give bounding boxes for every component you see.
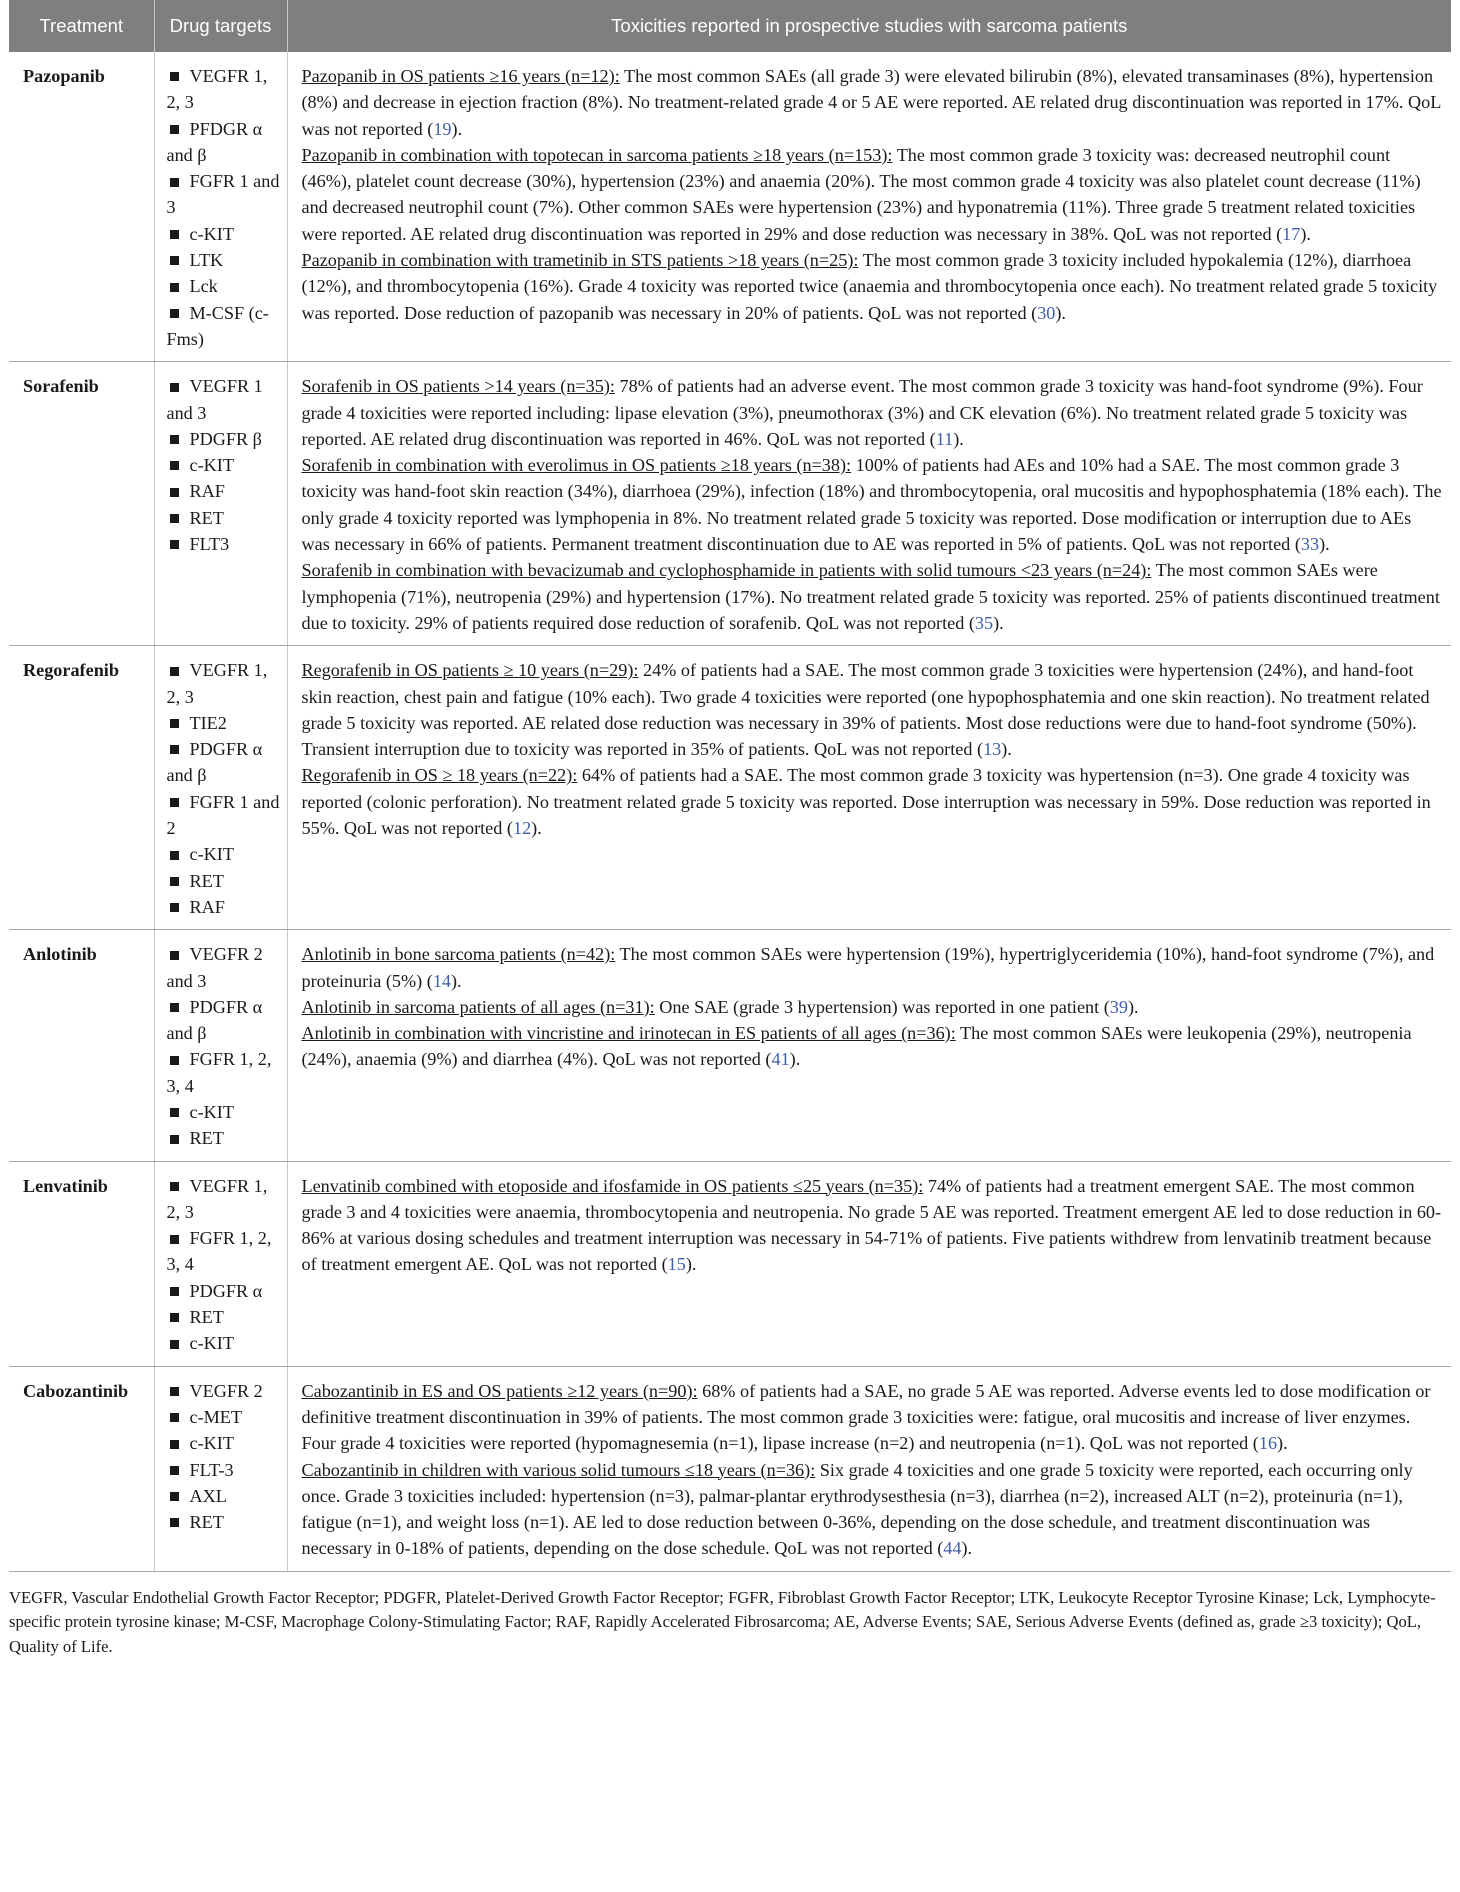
- bullet-square-icon: [170, 1135, 179, 1144]
- study-description-end: ).: [961, 1538, 973, 1559]
- treatment-cell: Cabozantinib: [9, 1366, 154, 1571]
- drug-target-label: Lck: [189, 276, 218, 297]
- drug-target-label: RET: [189, 1512, 224, 1533]
- bullet-square-icon: [170, 1056, 179, 1065]
- bullet-square-icon: [170, 667, 179, 676]
- bullet-square-icon: [170, 1182, 179, 1191]
- drug-target-item: [167, 1046, 285, 1099]
- drug-target-item: [167, 247, 285, 273]
- drug-target-label: VEGFR 2: [189, 1380, 263, 1401]
- drug-target-item: [167, 1125, 285, 1151]
- bullet-square-icon: [170, 256, 179, 265]
- reference-link[interactable]: 14: [432, 970, 451, 991]
- bullet-square-icon: [170, 903, 179, 912]
- drug-target-item: [167, 736, 285, 789]
- reference-link[interactable]: 15: [667, 1254, 686, 1275]
- study-description: 68% of patients had a SAE, no grade 5 AE was reported. Adverse events led to dose modification or definitive treatment discontinuation in 39% of patients. The most common grade 3 toxicities were: fatigue, oral mucositis and increase of liver enzymes. Four grade 4 toxicities were reported (hypomagnesemia (n=1), lipase increase (n=2) and neutropenia (n=1). QoL was not reported (: [301, 1380, 1431, 1454]
- bullet-square-icon: [170, 1340, 179, 1349]
- drug-target-item: [167, 710, 285, 736]
- drug-target-item: [167, 1457, 285, 1483]
- drug-targets-cell: [154, 930, 287, 1161]
- study-title: Anlotinib in bone sarcoma patients (n=42):: [301, 944, 616, 965]
- study-description: 78% of patients had an adverse event. The most common grade 3 toxicity was hand-foot syndrome (9%). Four grade 4 toxicities were reported including: lipase elevation (3%), pneumothorax (3%) and CK elevation (6%). No treatment related grade 5 toxicity was reported. AE related drug discontinuation was reported in 46%. QoL was not reported (: [301, 376, 1423, 449]
- bullet-square-icon: [170, 283, 179, 292]
- drug-target-item: [167, 168, 285, 221]
- drug-target-item: [167, 505, 285, 531]
- bullet-square-icon: [170, 877, 179, 886]
- toxicities-cell: [287, 52, 1451, 362]
- drug-target-item: [167, 941, 285, 994]
- bullet-square-icon: [170, 1287, 179, 1296]
- drug-target-label: TIE2: [189, 712, 227, 733]
- study-entry: [302, 247, 1444, 326]
- bullet-square-icon: [170, 1387, 179, 1396]
- study-entry: [302, 557, 1444, 636]
- drug-target-item: [167, 1509, 285, 1535]
- drug-target-item: [167, 478, 285, 504]
- treatment-cell: Regorafenib: [9, 646, 154, 930]
- study-title: Regorafenib in OS ≥ 18 years (n=22):: [301, 765, 578, 786]
- drug-target-item: [167, 1378, 285, 1404]
- study-description: 64% of patients had a SAE. The most common grade 3 toxicity was hypertension (n=3). One grade 4 toxicity was reported (colonic perforation). No treatment related grade 5 toxicity was reported. Dose interruption was necessary in 59%. Dose reduction was reported in 55%. QoL was not reported (: [301, 765, 1431, 839]
- drug-target-item: [167, 657, 285, 710]
- drug-target-label: M-CSF (c-Fms): [166, 302, 269, 349]
- study-title: Pazopanib in combination with trametinib in STS patients >18 years (n=25):: [301, 250, 859, 271]
- reference-link[interactable]: 39: [1109, 996, 1128, 1017]
- toxicity-table: [9, 0, 1451, 1572]
- bullet-square-icon: [170, 1108, 179, 1117]
- drug-target-item: [167, 531, 285, 557]
- header-toxicities: Toxicities reported in prospective studies with sarcoma patients: [287, 0, 1451, 52]
- drug-target-item: [167, 116, 285, 169]
- drug-target-label: c-MET: [189, 1406, 243, 1427]
- drug-target-label: c-KIT: [189, 1101, 234, 1122]
- drug-target-item: [167, 63, 285, 116]
- toxicities-cell: [287, 1161, 1451, 1366]
- study-description: 74% of patients had a treatment emergent SAE. The most common grade 3 and 4 toxicities were anaemia, thrombocytopenia and neutropenia. No grade 5 AE was reported. Treatment emergent AE led to dose reduction in 60-86% at various dosing schedules and treatment interruption was necessary in 54-71% of patients. Five patients withdrew from lenvatinib treatment because of treatment emergent AE. QoL was not reported (: [301, 1175, 1442, 1275]
- drug-targets-cell: [154, 52, 287, 362]
- header-treatment: Treatment: [9, 0, 154, 52]
- bullet-square-icon: [170, 1466, 179, 1475]
- study-description: The most common grade 3 toxicity included hypokalemia (12%), diarrhoea (12%), and thrombocytopenia (16%). Grade 4 toxicity was reported twice (anaemia and thrombocytopenia once each). No treatment related grade 5 toxicity was reported. Dose reduction of pazopanib was necessary in 20% of patients. QoL was not reported (: [301, 250, 1438, 323]
- table-row: [9, 1161, 1451, 1366]
- drug-target-label: PDGFR α and β: [166, 996, 263, 1044]
- study-description-end: ).: [1319, 534, 1330, 555]
- drug-targets-cell: [154, 1161, 287, 1366]
- study-title: Sorafenib in OS patients >14 years (n=35):: [301, 376, 615, 397]
- table-footnote: VEGFR, Vascular Endothelial Growth Factor Receptor; PDGFR, Platelet-Derived Growth Factor Receptor; FGFR, Fibroblast Growth Factor Receptor; LTK, Leukocyte Receptor Tyrosine Kinase; Lck, Lymphocyte-specific protein tyrosine kinase; M-CSF, Macrophage Colony-Stimulating Factor; RAF, Rapidly Accelerated Fibrosarcoma; AE, Adverse Events; SAE, Serious Adverse Events (defined as, grade ≥3 toxicity); QoL, Quality of Life.: [9, 1587, 1436, 1656]
- study-entry: [302, 941, 1444, 994]
- bullet-square-icon: [170, 951, 179, 960]
- study-entry: [302, 1020, 1444, 1073]
- drug-target-item: [167, 452, 285, 478]
- table-row: [9, 52, 1451, 362]
- table-body: [9, 52, 1451, 1571]
- drug-target-item: [167, 1483, 285, 1509]
- study-description-end: ).: [789, 1049, 801, 1070]
- study-title: Regorafenib in OS patients ≥ 10 years (n=29):: [301, 660, 639, 681]
- drug-target-label: LTK: [189, 250, 224, 271]
- study-entry: [302, 994, 1444, 1020]
- drug-target-label: FGFR 1 and 2: [166, 791, 280, 839]
- reference-link[interactable]: 12: [512, 818, 532, 839]
- reference-link[interactable]: 33: [1300, 534, 1320, 555]
- drug-target-label: RET: [189, 1307, 224, 1328]
- drug-target-label: FGFR 1 and 3: [166, 171, 280, 218]
- drug-target-item: [167, 868, 285, 894]
- study-description-end: ).: [953, 428, 964, 449]
- bullet-square-icon: [170, 1413, 179, 1422]
- drug-target-item: [167, 373, 285, 426]
- drug-target-label: VEGFR 1, 2, 3: [166, 660, 268, 707]
- drug-target-item: [167, 1225, 285, 1278]
- study-title: Anlotinib in combination with vincristine and irinotecan in ES patients of all ages (n=36):: [301, 1023, 956, 1044]
- drug-target-label: RET: [189, 870, 224, 891]
- bullet-square-icon: [170, 178, 179, 187]
- bullet-square-icon: [170, 125, 179, 134]
- bullet-square-icon: [170, 72, 179, 81]
- bullet-square-icon: [170, 745, 179, 754]
- drug-target-label: PDGFR α: [189, 1280, 263, 1301]
- reference-link[interactable]: 41: [771, 1049, 790, 1070]
- drug-target-item: [167, 1099, 285, 1125]
- drug-target-label: FGFR 1, 2, 3, 4: [166, 1049, 272, 1096]
- drug-target-item: [167, 1330, 285, 1356]
- drug-target-label: RAF: [189, 896, 225, 917]
- drug-target-label: c-KIT: [189, 1333, 234, 1354]
- study-description-end: ).: [685, 1254, 697, 1275]
- drug-target-label: RET: [189, 507, 224, 528]
- bullet-square-icon: [170, 461, 179, 470]
- bullet-square-icon: [170, 383, 179, 392]
- study-description: 100% of patients had AEs and 10% had a SAE. The most common grade 3 toxicity was hand-foot skin reaction (34%), diarrhoea (29%), infection (18%) and thrombocytopenia, oral mucositis and hypophosphatemia (18% each). The only grade 4 toxicity reported was lymphopenia in 8%. No treatment related grade 5 toxicity was reported. Dose modification or interruption due to AEs was necessary in 66% of patients. Permanent treatment discontinuation due to AE was reported in 5% of patients. QoL was not reported (: [301, 455, 1442, 555]
- reference-link[interactable]: 13: [983, 739, 1002, 760]
- bullet-square-icon: [170, 719, 179, 728]
- reference-link[interactable]: 17: [1282, 223, 1301, 244]
- drug-target-item: [167, 894, 285, 920]
- study-description-end: ).: [1127, 996, 1139, 1017]
- drug-target-item: [167, 1404, 285, 1430]
- drug-target-label: FGFR 1, 2, 3, 4: [166, 1228, 272, 1275]
- table-row: [9, 1366, 1451, 1571]
- table-row: [9, 930, 1451, 1161]
- study-entry: [302, 657, 1444, 762]
- treatment-cell: Sorafenib: [9, 362, 154, 646]
- drug-targets-cell: [154, 1366, 287, 1571]
- bullet-square-icon: [170, 1518, 179, 1527]
- toxicities-cell: [287, 1366, 1451, 1571]
- bullet-square-icon: [170, 540, 179, 549]
- study-description-end: ).: [531, 818, 542, 839]
- study-entry: [302, 1457, 1444, 1562]
- study-description: The most common SAEs were leukopenia (29%), neutropenia (24%), anaemia (9%) and diarrhea (4%). QoL was not reported (: [301, 1023, 1412, 1070]
- drug-target-label: c-KIT: [189, 844, 234, 865]
- bullet-square-icon: [170, 851, 179, 860]
- study-title: Sorafenib in combination with everolimus in OS patients ≥18 years (n=38):: [301, 455, 852, 476]
- drug-target-label: PDGFR α and β: [166, 739, 263, 786]
- study-description-end: ).: [1277, 1433, 1288, 1454]
- study-entry: [302, 373, 1444, 452]
- drug-target-label: VEGFR 2 and 3: [166, 944, 263, 991]
- drug-target-item: [167, 426, 285, 452]
- bullet-square-icon: [170, 488, 179, 497]
- bullet-square-icon: [170, 1003, 179, 1012]
- reference-link[interactable]: 11: [935, 428, 954, 449]
- study-description: The most common SAEs (all grade 3) were elevated bilirubin (8%), elevated transaminases (8%), hypertension (8%) and decrease in ejection fraction (8%). No treatment-related grade 4 or 5 AE were reported. AE related drug discontinuation was reported in 17%. QoL was not reported (: [301, 66, 1441, 139]
- study-description: 24% of patients had a SAE. The most common grade 3 toxicities were hypertension (24%), and hand-foot skin reaction, chest pain and fatigue (10% each). Two grade 4 toxicities were reported (one hypophosphatemia and one skin reaction). No treatment related grade 5 toxicity was reported. AE related dose reduction was necessary in 39% of patients. Most dose reductions were due to hand-foot syndrome (50%). Transient interruption due to toxicity was reported in 35% of patients. QoL was not reported (: [301, 660, 1430, 760]
- drug-target-item: [167, 1278, 285, 1304]
- drug-target-item: [167, 994, 285, 1047]
- drug-target-label: FLT3: [189, 534, 230, 555]
- drug-target-label: RET: [189, 1128, 224, 1149]
- drug-target-item: [167, 1430, 285, 1456]
- study-title: Cabozantinib in children with various solid tumours ≤18 years (n=36):: [301, 1459, 816, 1480]
- study-title: Lenvatinib combined with etoposide and ifosfamide in OS patients ≤25 years (n=35):: [301, 1175, 924, 1196]
- drug-target-item: [167, 841, 285, 867]
- drug-target-label: VEGFR 1, 2, 3: [166, 1175, 268, 1222]
- study-description: The most common grade 3 toxicity was: decreased neutrophil count (46%), platelet count decrease (30%), hypertension (23%) and anaemia (20%). The most common grade 4 toxicity was also platelet count decrease (11%) and decreased neutrophil count (7%). Other common SAEs were hypertension (23%) and hyponatremia (11%). Three grade 5 treatment related toxicities were reported. AE related drug discontinuation was reported in 29% and dose reduction was necessary in 38%. QoL was not reported (: [301, 144, 1421, 244]
- bullet-square-icon: [170, 1313, 179, 1322]
- study-description-end: ).: [1300, 223, 1311, 244]
- reference-link[interactable]: 19: [433, 118, 452, 139]
- drug-target-item: [167, 1304, 285, 1330]
- toxicities-cell: [287, 930, 1451, 1161]
- table-row: [9, 362, 1451, 646]
- drug-target-item: [167, 1173, 285, 1226]
- bullet-square-icon: [170, 309, 179, 318]
- bullet-square-icon: [170, 514, 179, 523]
- drug-target-item: [167, 221, 285, 247]
- reference-link[interactable]: 44: [943, 1538, 962, 1559]
- treatment-cell: Pazopanib: [9, 52, 154, 362]
- drug-target-label: RAF: [189, 481, 225, 502]
- study-description: One SAE (grade 3 hypertension) was reported in one patient (: [654, 996, 1110, 1017]
- study-description-end: ).: [451, 970, 462, 991]
- study-title: Sorafenib in combination with bevacizumab and cyclophosphamide in patients with solid tumours <23 years (n=24):: [301, 560, 1152, 581]
- drug-target-label: VEGFR 1 and 3: [166, 376, 263, 423]
- study-entry: [302, 1173, 1444, 1278]
- bullet-square-icon: [170, 230, 179, 239]
- study-description-end: ).: [1001, 739, 1012, 760]
- study-title: Pazopanib in combination with topotecan in sarcoma patients ≥18 years (n=153):: [301, 144, 893, 165]
- drug-target-label: PFDGR α and β: [166, 118, 263, 165]
- drug-target-label: AXL: [189, 1485, 227, 1506]
- drug-targets-cell: [154, 646, 287, 930]
- study-entry: [302, 142, 1444, 247]
- drug-target-item: [167, 273, 285, 299]
- drug-target-label: c-KIT: [189, 455, 234, 476]
- study-description-end: ).: [993, 612, 1004, 633]
- toxicities-cell: [287, 646, 1451, 930]
- study-description-end: ).: [1055, 302, 1066, 323]
- drug-target-item: [167, 789, 285, 842]
- drug-target-label: c-KIT: [189, 1433, 234, 1454]
- toxicities-cell: [287, 362, 1451, 646]
- bullet-square-icon: [170, 435, 179, 444]
- bullet-square-icon: [170, 798, 179, 807]
- study-title: Cabozantinib in ES and OS patients ≥12 years (n=90):: [301, 1380, 698, 1401]
- study-entry: [302, 1378, 1444, 1457]
- reference-link[interactable]: 16: [1258, 1433, 1278, 1454]
- bullet-square-icon: [170, 1440, 179, 1449]
- drug-target-label: PDGFR β: [189, 428, 262, 449]
- header-drug-targets: Drug targets: [154, 0, 287, 52]
- study-entry: [302, 762, 1444, 841]
- table-header-row: [9, 0, 1451, 52]
- reference-link[interactable]: 35: [974, 612, 994, 633]
- drug-target-label: c-KIT: [189, 223, 234, 244]
- study-description-end: ).: [451, 118, 463, 139]
- bullet-square-icon: [170, 1235, 179, 1244]
- study-description: Six grade 4 toxicities and one grade 5 toxicity were reported, each occurring only once. Grade 3 toxicities included: hypertension (n=3), palmar-plantar erythrodysesthesia (n=3), diarrhea (n=2), increased ALT (n=2), proteinuria (n=1), fatigue (n=1), and weight loss (n=1). AE led to dose reduction between 0-36%, depending on the dose schedule, and treatment discontinuation was necessary in 0-18% of patients, depending on the dose schedule. QoL was not reported (: [301, 1459, 1413, 1559]
- study-entry: [302, 452, 1444, 557]
- treatment-cell: Anlotinib: [9, 930, 154, 1161]
- study-entry: [302, 63, 1444, 142]
- study-title: Anlotinib in sarcoma patients of all ages (n=31):: [301, 996, 655, 1017]
- drug-target-item: [167, 300, 285, 353]
- treatment-cell: Lenvatinib: [9, 1161, 154, 1366]
- drug-target-label: VEGFR 1, 2, 3: [166, 66, 268, 113]
- study-title: Pazopanib in OS patients ≥16 years (n=12):: [301, 66, 620, 86]
- study-description: The most common SAEs were lymphopenia (71%), neutropenia (29%) and hypertension (17%). No treatment related grade 5 toxicity was reported. 25% of patients discontinued treatment due to toxicity. 29% of patients required dose reduction of sorafenib. QoL was not reported (: [301, 560, 1440, 633]
- drug-target-label: FLT-3: [189, 1459, 234, 1480]
- drug-targets-cell: [154, 362, 287, 646]
- table-row: [9, 646, 1451, 930]
- bullet-square-icon: [170, 1492, 179, 1501]
- reference-link[interactable]: 30: [1037, 302, 1056, 323]
- study-description: The most common SAEs were hypertension (19%), hypertriglyceridemia (10%), hand-foot syndrome (7%), and proteinuria (5%) (: [301, 944, 1435, 991]
